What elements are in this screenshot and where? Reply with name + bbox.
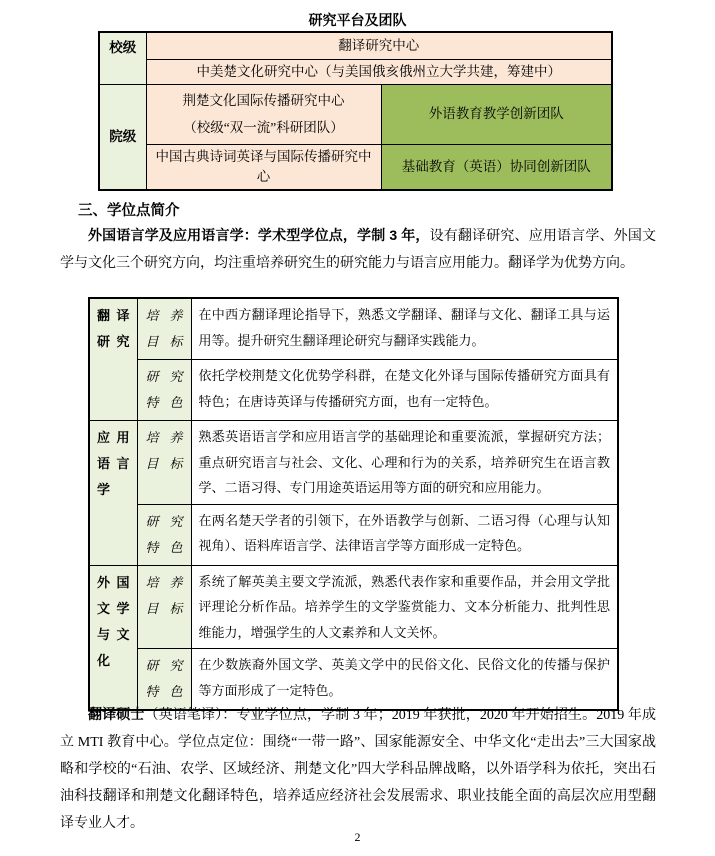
feature-label: 研究特色 (137, 360, 191, 421)
table-row (99, 84, 612, 144)
translation-goal-text: 在中西方翻译理论指导下，熟悉文学翻译、翻译与文化、翻译工具与运用等。提升研究生翻译理论研究与翻译实践能力。 (191, 298, 618, 360)
school-center-1: 翻译研究中心 (146, 32, 612, 59)
section-heading: 三、学位点简介 (78, 203, 180, 219)
academic-degree-rest: 设有翻译研究、应用语言学、外国文学与文化三个研究方向，均注重培养研究生的研究能力与语言应用能力。翻译学为优势方向。 (60, 229, 656, 271)
literature-feature-text: 在少数族裔外国文学、英美文学中的民俗文化、民俗文化的传播与保护等方面形成了一定特色。 (191, 649, 618, 711)
table-row (89, 298, 618, 360)
literature-goal-text: 系统了解英美主要文学流派，熟悉代表作家和重要作品，并会用文学批评理论分析作品。培养学生的文学鉴赏能力、文本分析能力、批判性思维能力，增强学生的人文素养和人文关怀。 (191, 565, 618, 649)
table-row (89, 421, 618, 505)
linguistics-feature-text: 在两名楚天学者的引领下，在外语教学与创新、二语习得（心理与认知视角）、语料库语言学、法律语言学等方面形成一定特色。 (191, 504, 618, 565)
table-row (89, 360, 618, 421)
academic-degree-paragraph (60, 222, 656, 277)
college-team-1: 外语教育教学创新团队 (381, 84, 612, 144)
goal-label: 培养目标 (137, 298, 191, 360)
college-center-2: 中国古典诗词英译与国际传播研究中心 (146, 144, 381, 190)
table-row (99, 32, 612, 59)
feature-label: 研究特色 (137, 649, 191, 711)
academic-degree-lead: 外国语言学及应用语言学：学术型学位点，学制 3 年， (88, 227, 430, 243)
translation-feature-text: 依托学校荆楚文化优势学科群，在楚文化外译与国际传播研究方面具有特色；在唐诗英译与传播研究方面，也有一定特色。 (191, 360, 618, 421)
degree-table (88, 297, 619, 711)
mti-paragraph (60, 701, 656, 837)
feature-label: 研究特色 (137, 504, 191, 565)
mti-lead: 翻译硕士 (88, 706, 145, 722)
college-level-label: 院级 (99, 84, 146, 190)
direction-applied-linguistics: 应用语言学 (89, 421, 137, 566)
linguistics-goal-text: 熟悉英语语言学和应用语言学的基础理论和重要流派，掌握研究方法；重点研究语言与社会、文化、心理和行为的关系，培养研究生在语言教学、二语习得、专门用途英语运用等方面的研究和应用能力。 (191, 421, 618, 505)
direction-translation-studies: 翻译研究 (89, 298, 137, 421)
platform-table (98, 31, 613, 191)
goal-label: 培养目标 (137, 421, 191, 505)
college-center-1 (146, 84, 381, 144)
goal-label: 培养目标 (137, 565, 191, 649)
table-row (89, 504, 618, 565)
table-row (89, 565, 618, 649)
table-row (99, 144, 612, 190)
college-team-2: 基础教育（英语）协同创新团队 (381, 144, 612, 190)
college-center-1-line1: 荆楚文化国际传播研究中心 (182, 93, 345, 108)
school-center-2: 中美楚文化研究中心（与美国俄亥俄州立大学共建，筹建中） (146, 59, 612, 84)
direction-foreign-literature: 外国文学与文化 (89, 565, 137, 710)
table-row (99, 59, 612, 84)
page-title: 研究平台及团队 (308, 12, 407, 28)
college-center-1-line2: （校级“双一流”科研团队） (183, 120, 344, 135)
school-level-label: 校级 (99, 32, 146, 84)
page-number: 2 (354, 830, 361, 844)
mti-rest: （英语笔译）：专业学位点，学制 3 年；2019 年获批，2020 年开始招生。2019 年成立 MTI 教育中心。学位点定位：围绕“一带一路”、国家能源安全、中华文化“走出去”三大国家战略和学校的“石油、农学、区域经济、荆楚文化”四大学科品牌战略，以外语学科为依托，突出石油科技翻译和荆楚文化翻译特色，培养适应经济社会发展需求、职业技能全面的高层次应用型翻译专业人才。 (60, 708, 656, 831)
